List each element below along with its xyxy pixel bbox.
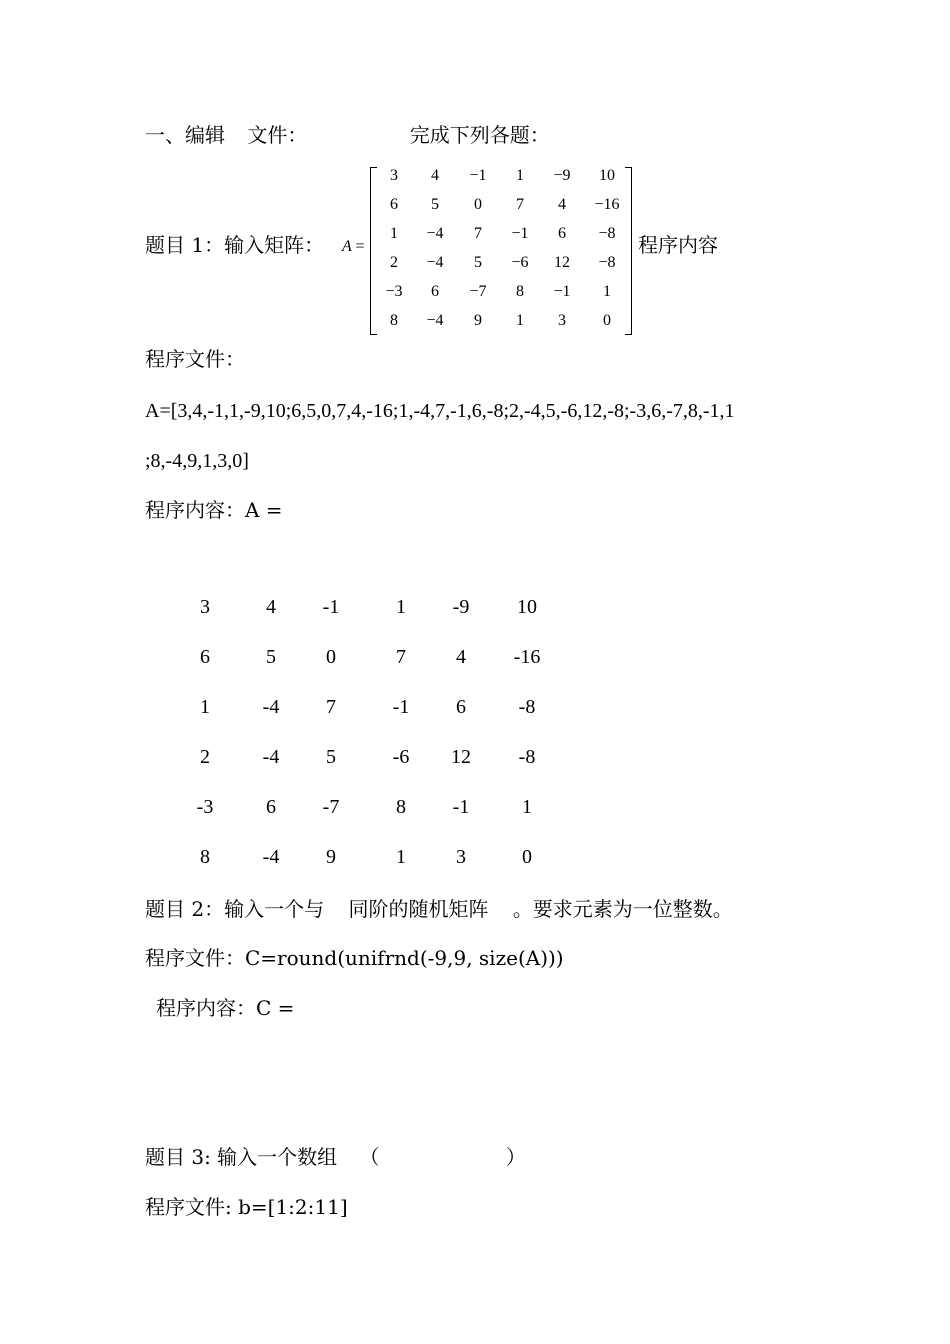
matrix-cell: 8 (516, 283, 524, 300)
matrix-left-bracket (370, 167, 377, 335)
q3-paren-open: （ (359, 1145, 380, 1169)
matrix-cell: 6 (390, 196, 398, 213)
output-cell: -6 (392, 746, 410, 768)
output-cell: 0 (326, 646, 336, 668)
q2-file-line: 程序文件：C=round(unifrnd(-9,9, size(A))) (145, 946, 564, 970)
matrix-cell: 1 (516, 312, 524, 329)
output-cell: 1 (200, 696, 210, 718)
matrix-cell: 9 (474, 312, 482, 329)
matrix-cell: 12 (554, 254, 570, 271)
output-cell: -8 (518, 746, 536, 768)
output-cell: 5 (266, 646, 276, 668)
matrix-cell: 1 (516, 167, 524, 184)
output-cell: 1 (396, 846, 406, 868)
output-cell: 9 (326, 846, 336, 868)
q3-paren-close: ） (505, 1145, 526, 1169)
matrix-cell: −4 (426, 254, 444, 271)
matrix-cell: 5 (431, 196, 439, 213)
matrix-cell: 2 (390, 254, 398, 271)
matrix-cell: −1 (469, 167, 487, 184)
output-cell: 3 (200, 596, 210, 618)
heading-task: 完成下列各题： (409, 123, 550, 147)
output-cell: 1 (396, 596, 406, 618)
output-cell: 6 (200, 646, 210, 668)
matrix-cell: 0 (474, 196, 482, 213)
matrix-cell: 7 (474, 225, 482, 242)
q1-content-label: 程序内容：A = (145, 498, 283, 522)
matrix-cell: −1 (553, 283, 571, 300)
output-cell: -4 (262, 846, 280, 868)
q1-code-line-1: A=[3,4,-1,1,-9,10;6,5,0,7,4,-16;1,-4,7,-1,6,-8;2,-4,5,-6,12,-8;-3,6,-7,8,-1,1 (145, 400, 735, 422)
matrix-right-bracket (625, 167, 632, 335)
q1-code-line-2: ;8,-4,9,1,3,0] (145, 450, 249, 472)
heading-edit: 一、编辑 (145, 123, 225, 147)
output-cell: -8 (518, 696, 536, 718)
q3-file-line: 程序文件: b=[1:2:11] (145, 1195, 348, 1219)
output-cell: 0 (522, 846, 532, 868)
matrix-cell: −4 (426, 225, 444, 242)
output-cell: 4 (456, 646, 466, 668)
matrix-cell: 1 (390, 225, 398, 242)
q2-text-a: 题目 2：输入一个与 (145, 897, 325, 921)
q2-text-c: 。要求元素为一位整数。 (512, 897, 733, 921)
output-cell: 1 (522, 796, 532, 818)
matrix-var: A (342, 238, 352, 255)
matrix-cell: 0 (603, 312, 611, 329)
matrix-cell: −4 (426, 312, 444, 329)
q3-text: 题目 3: 输入一个数组 (145, 1145, 338, 1169)
q3-prompt (145, 1144, 526, 1170)
output-cell: 2 (200, 746, 210, 768)
matrix-cell: −7 (469, 283, 487, 300)
q1-suffix: 程序内容 (638, 233, 718, 257)
matrix-cell: −1 (511, 225, 529, 242)
matrix-cell: −16 (594, 196, 620, 213)
output-cell: -4 (262, 746, 280, 768)
q2-text-b: 同阶的随机矩阵 (348, 897, 489, 921)
matrix-eq: = (355, 238, 365, 255)
output-cell: 10 (517, 596, 537, 618)
q2-prompt (145, 896, 733, 922)
output-cell: -1 (452, 796, 470, 818)
output-cell: 12 (451, 746, 471, 768)
matrix-label (342, 238, 365, 256)
output-cell: 8 (396, 796, 406, 818)
q1-file-label: 程序文件： (145, 347, 245, 371)
output-cell: -1 (392, 696, 410, 718)
output-cell: 6 (456, 696, 466, 718)
matrix-cell: 6 (431, 283, 439, 300)
matrix-cell: −6 (511, 254, 529, 271)
heading (145, 122, 550, 148)
output-cell: -7 (322, 796, 340, 818)
matrix-cell: −8 (598, 225, 616, 242)
heading-file: 文件： (247, 123, 308, 147)
output-cell: 7 (326, 696, 336, 718)
matrix-cell: 4 (431, 167, 439, 184)
output-cell: -4 (262, 696, 280, 718)
matrix-a (370, 165, 632, 335)
output-cell: 7 (396, 646, 406, 668)
output-cell: -3 (196, 796, 214, 818)
matrix-cell: −3 (385, 283, 403, 300)
matrix-cell: 10 (599, 167, 615, 184)
output-cell: 6 (266, 796, 276, 818)
output-cell: 8 (200, 846, 210, 868)
output-cell: -9 (452, 596, 470, 618)
matrix-cell: 4 (558, 196, 566, 213)
matrix-cell: 5 (474, 254, 482, 271)
output-cell: 5 (326, 746, 336, 768)
matrix-cell: 1 (603, 283, 611, 300)
matrix-cell: 3 (558, 312, 566, 329)
matrix-cell: −9 (553, 167, 571, 184)
q1-prompt: 题目 1：输入矩阵： (145, 233, 325, 257)
matrix-cell: 3 (390, 167, 398, 184)
matrix-cell: −8 (598, 254, 616, 271)
output-cell: -16 (513, 646, 541, 668)
output-cell: -1 (322, 596, 340, 618)
output-cell: 4 (266, 596, 276, 618)
output-cell: 3 (456, 846, 466, 868)
q2-content-line: 程序内容：C = (156, 996, 295, 1020)
matrix-cell: 7 (516, 196, 524, 213)
matrix-cell: 6 (558, 225, 566, 242)
matrix-cell: 8 (390, 312, 398, 329)
